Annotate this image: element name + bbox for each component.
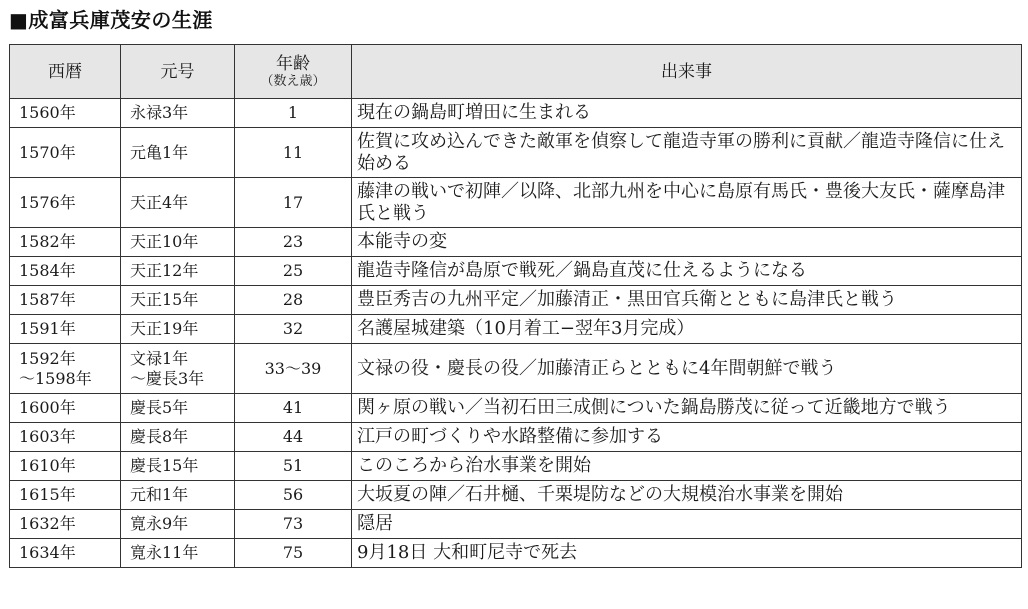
cell-year: 1610年 xyxy=(10,452,121,481)
cell-era: 元和1年 xyxy=(121,481,235,510)
cell-age: 1 xyxy=(235,99,352,128)
cell-event: 文禄の役・慶長の役／加藤清正らとともに4年間朝鮮で戦う xyxy=(352,344,1022,394)
cell-year: 1570年 xyxy=(10,128,121,178)
cell-year: 1600年 xyxy=(10,394,121,423)
cell-event: 隠居 xyxy=(352,510,1022,539)
cell-event: 江戸の町づくりや水路整備に参加する xyxy=(352,423,1022,452)
cell-era: 慶長5年 xyxy=(121,394,235,423)
table-row xyxy=(10,315,1022,344)
cell-year: 1615年 xyxy=(10,481,121,510)
cell-year: 1591年 xyxy=(10,315,121,344)
table-row xyxy=(10,178,1022,228)
cell-age: 75 xyxy=(235,539,352,568)
header-event: 出来事 xyxy=(352,45,1022,99)
cell-era: 天正10年 xyxy=(121,228,235,257)
cell-era xyxy=(121,344,235,394)
header-era: 元号 xyxy=(121,45,235,99)
cell-era: 天正15年 xyxy=(121,286,235,315)
cell-event: 豊臣秀吉の九州平定／加藤清正・黒田官兵衛とともに島津氏と戦う xyxy=(352,286,1022,315)
cell-event: 佐賀に攻め込んできた敵軍を偵察して龍造寺軍の勝利に貢献／龍造寺隆信に仕え始める xyxy=(352,128,1022,178)
cell-year: 1582年 xyxy=(10,228,121,257)
cell-year-line2: 〜1598年 xyxy=(19,368,92,388)
table-row xyxy=(10,99,1022,128)
cell-year: 1560年 xyxy=(10,99,121,128)
cell-event: 本能寺の変 xyxy=(352,228,1022,257)
cell-age: 11 xyxy=(235,128,352,178)
table-row xyxy=(10,452,1022,481)
cell-era: 寛永11年 xyxy=(121,539,235,568)
cell-event: 現在の鍋島町増田に生まれる xyxy=(352,99,1022,128)
cell-event: 名護屋城建築（10月着工−翌年3月完成） xyxy=(352,315,1022,344)
cell-age: 41 xyxy=(235,394,352,423)
cell-era: 天正4年 xyxy=(121,178,235,228)
cell-year-line1: 1592年 xyxy=(19,348,76,368)
cell-age: 32 xyxy=(235,315,352,344)
cell-age: 17 xyxy=(235,178,352,228)
table-row xyxy=(10,257,1022,286)
table-row xyxy=(10,344,1022,394)
cell-age: 33〜39 xyxy=(235,344,352,394)
cell-age: 44 xyxy=(235,423,352,452)
cell-event: 関ヶ原の戦い／当初石田三成側についた鍋島勝茂に従って近畿地方で戦う xyxy=(352,394,1022,423)
table-row xyxy=(10,128,1022,178)
table-row xyxy=(10,228,1022,257)
header-age-sub: （数え歳） xyxy=(260,73,326,89)
cell-era: 天正19年 xyxy=(121,315,235,344)
biography-table xyxy=(9,44,1022,568)
cell-event: 大坂夏の陣／石井樋、千栗堤防などの大規模治水事業を開始 xyxy=(352,481,1022,510)
cell-year: 1603年 xyxy=(10,423,121,452)
cell-era: 永禄3年 xyxy=(121,99,235,128)
cell-year: 1584年 xyxy=(10,257,121,286)
cell-age: 73 xyxy=(235,510,352,539)
cell-event: 藤津の戦いで初陣／以降、北部九州を中心に島原有馬氏・豊後大友氏・薩摩島津氏と戦う xyxy=(352,178,1022,228)
cell-year: 1576年 xyxy=(10,178,121,228)
cell-year: 1587年 xyxy=(10,286,121,315)
cell-age: 28 xyxy=(235,286,352,315)
table-header-row xyxy=(10,45,1022,99)
cell-year: 1634年 xyxy=(10,539,121,568)
cell-year xyxy=(10,344,121,394)
cell-era: 寛永9年 xyxy=(121,510,235,539)
cell-era: 天正12年 xyxy=(121,257,235,286)
cell-age: 23 xyxy=(235,228,352,257)
table-row xyxy=(10,423,1022,452)
table-row xyxy=(10,510,1022,539)
table-row xyxy=(10,481,1022,510)
header-age-label: 年齢 xyxy=(276,53,310,74)
cell-era: 慶長15年 xyxy=(121,452,235,481)
cell-age: 56 xyxy=(235,481,352,510)
cell-era: 慶長8年 xyxy=(121,423,235,452)
cell-year: 1632年 xyxy=(10,510,121,539)
cell-event: このころから治水事業を開始 xyxy=(352,452,1022,481)
table-row xyxy=(10,539,1022,568)
cell-age: 51 xyxy=(235,452,352,481)
page-title: ■成富兵庫茂安の生涯 xyxy=(9,8,213,32)
cell-era-line1: 文禄1年 xyxy=(130,348,189,368)
header-year: 西暦 xyxy=(10,45,121,99)
cell-event: 龍造寺隆信が島原で戦死／鍋島直茂に仕えるようになる xyxy=(352,257,1022,286)
header-age xyxy=(235,45,352,99)
cell-era-line2: 〜慶長3年 xyxy=(130,368,205,388)
cell-era: 元亀1年 xyxy=(121,128,235,178)
table-row xyxy=(10,394,1022,423)
table-row xyxy=(10,286,1022,315)
cell-age: 25 xyxy=(235,257,352,286)
cell-event: 9月18日 大和町尼寺で死去 xyxy=(352,539,1022,568)
